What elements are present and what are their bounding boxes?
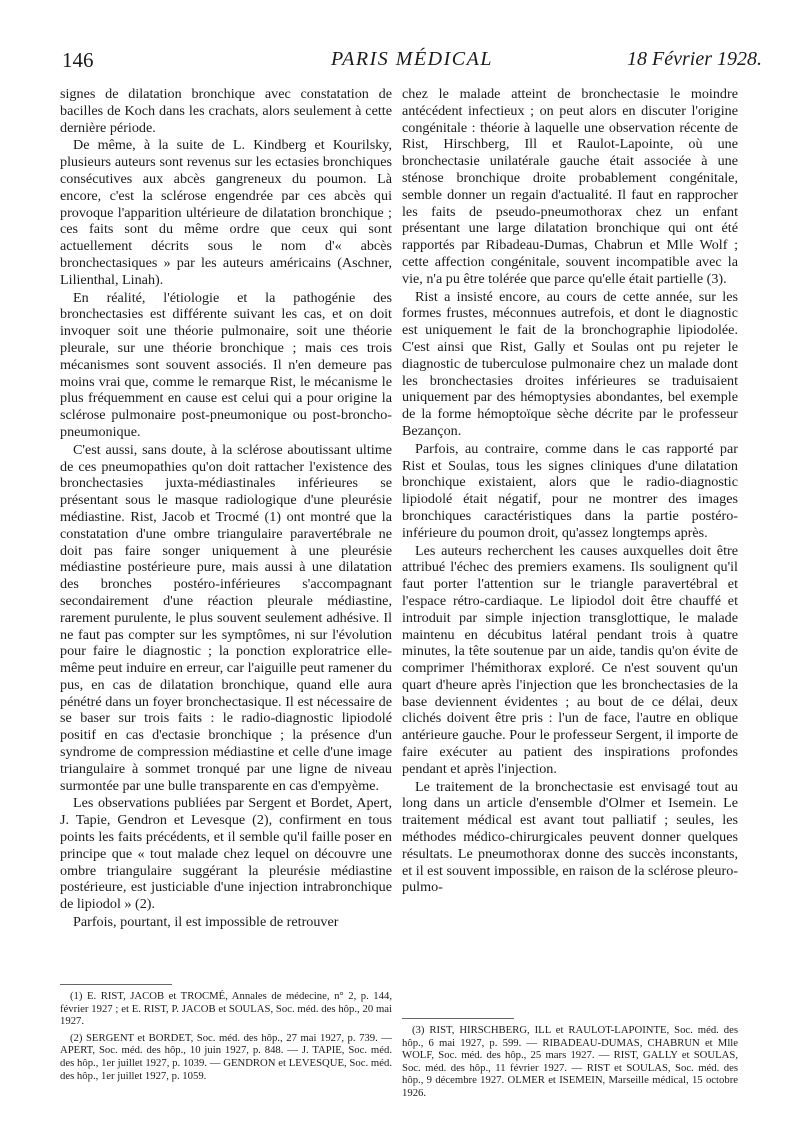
- page-header: [62, 48, 762, 78]
- footnote: (3) RIST, HIRSCHBERG, ILL et RAULOT-LAPOINTE, Soc. méd. des hôp., 6 mai 1927, p. 599. — RIBADEAU-DUMAS, CHABRUN et Mlle WOLF, Soc. méd. des hôp., 25 mars 1927. — RIST, GALLY et SOULAS, Soc. méd. des hôp., 11 février 1927. — RIST et SOULAS, Soc. méd. des hôp., 9 décembre 1927. OLMER et ISEMEIN, Marseille médical, 15 octobre 1926.: [402, 1024, 738, 1099]
- paragraph: Les observations publiées par Sergent et Bordet, Apert, J. Tapie, Gendron et Levesque (2), confirment en tous points les faits précédents, et il semble qu'il faille poser en principe que « tout malade chez lequel on découvre une ombre triangulaire suggérant la pleurésie médiastine postérieure, est justiciable d'une injection intrabronchique de lipiodol » (2).: [60, 795, 392, 913]
- right-column: [402, 86, 738, 896]
- footnote: (2) SERGENT et BORDET, Soc. méd. des hôp., 27 mai 1927, p. 739. — APERT, Soc. méd. des hôp., 10 juin 1927, p. 848. — J. TAPIE, Soc. méd. des hôp., 1er juillet 1927, p. 1039. — GENDRON et LEVESQUE, Soc. méd. des hôp., 1er juillet 1927, p. 1059.: [60, 1031, 392, 1082]
- paragraph: Rist a insisté encore, au cours de cette année, sur les formes frustes, méconnues autrefois, et dont le diagnostic est uniquement le fait de la bronchographie lipiodolée. C'est ainsi que Rist, Gally et Soulas ont pu rejeter le diagnostic de tuberculose pulmonaire chez un malade dont les bronchectasies droites inférieures se traduisaient uniquement par des hémoptysies abondantes, bel exemple de la forme hémoptoïque sèche décrite par le professeur Bezançon.: [402, 288, 738, 439]
- issue-date: 18 Février 1928.: [627, 48, 762, 70]
- paragraph: En réalité, l'étiologie et la pathogénie des bronchectasies est différente suivant les cas, et on doit invoquer soit une théorie pulmonaire, soit une théorie pleurale, sur une théorie bronchique ; mais ces trois mécanismes sont souvent associés. Il n'en demeure pas moins vrai que, comme le remarque Rist, le mécanisme le plus fréquemment en cause est celui qui a pour origine la sclérose pulmonaire post-pneumonique ou post-broncho-pneumonique.: [60, 289, 392, 440]
- paragraph: chez le malade atteint de bronchectasie le moindre antécédent infectieux ; on peut alors en discuter l'origine congénitale : théorie à laquelle une observation récente de Rist, Hirschberg, Ill et Raulot-Lapointe, où une bronchectasie unilatérale gauche était associée à une sténose bronchique droite probablement congénitale, semble donner un regain d'actualité. Il faut en rapprocher les faits de pseudo-pneumothorax chez un enfant présentant une large dilatation bronchique qui ont été rapportés par Ribadeau-Dumas, Chabrun et Mlle Wolf ; cette affection congénitale, souvent incompatible avec la vie, n'a pu être tolérée que parce qu'elle était partielle (3).: [402, 86, 738, 287]
- footnote-rule: [60, 984, 172, 985]
- paragraph: Les auteurs recherchent les causes auxquelles doit être attribué l'échec des premiers examens. Ils soulignent qu'il faut porter l'attention sur le triangle paravertébral et l'espace rétro-cardiaque. Le lipiodol doit être chauffé et introduit par simple injection transglottique, le malade maintenu en décubitus latéral pendant trois à quatre minutes, la tête soutenue par un aide, tandis qu'on évite de comprimer l'hémithorax exploré. Ce n'est souvent qu'un quart d'heure après l'injection que les bronchectasies de la base deviennent évidentes ; au bout de ce délai, deux clichés doivent être pris : l'un de face, l'autre en oblique antérieure gauche. Pour le professeur Sergent, il importe de faire exécuter au patient des inspirations profondes pendant et après l'injection.: [402, 542, 738, 777]
- paragraph: De même, à la suite de L. Kindberg et Kourilsky, plusieurs auteurs sont revenus sur les ectasies bronchiques consécutives aux abcès gangreneux du poumon. Là encore, c'est la sclérose engendrée par ces abcès qui provoque l'apparition ultérieure de dilatation bronchique ; ces faits sont du même ordre que ceux qui sont actuellement décrits sous le nom d'« abcès bronchectasiques » par les auteurs américains (Aschner, Lilienthal, Linah).: [60, 137, 392, 288]
- footnotes-right: [402, 1024, 738, 1104]
- footnote-rule: [402, 1018, 514, 1019]
- page-number: 146: [62, 48, 94, 72]
- journal-title: PARIS MÉDICAL: [331, 48, 493, 70]
- paragraph: Parfois, pourtant, il est impossible de retrouver: [73, 914, 339, 931]
- footnotes-left: [60, 990, 392, 1086]
- paragraph: Parfois, au contraire, comme dans le cas rapporté par Rist et Soulas, tous les signes cliniques d'une dilatation bronchique existaient, alors que le radio-diagnostic lipiodolé était négatif, pour ne montrer des images bronchiques caractéristiques dans la partie postéro-inférieure du poumon droit, qu'assez longtemps après.: [402, 440, 738, 541]
- footnote: (1) E. RIST, JACOB et TROCMÉ, Annales de médecine, n° 2, p. 144, février 1927 ; et E. RIST, P. JACOB et SOULAS, Soc. méd. des hôp., 20 mai 1927.: [60, 990, 392, 1028]
- paragraph: C'est aussi, sans doute, à la sclérose aboutissant ultime de ces pneumopathies qu'on doit rattacher l'existence des bronchectasies juxta-médiastinales inférieures se présentant sous le masque radiologique d'une pleurésie médiastine. Rist, Jacob et Trocmé (1) ont montré que la constatation d'une ombre triangulaire paravertébrale ne doit pas faire songer uniquement à une pleurésie médiastine postérieure pure, mais aussi à une dilatation des bronches postéro-inférieures s'accompagnant secondairement d'une réaction pleurale médiastine, rarement purulente, le plus souvent seulement adhésive. Il ne faut pas compter sur les symptômes, ni sur l'évolution pour faire le diagnostic ; la ponction exploratrice elle-même peut induire en erreur, car l'aiguille peut ramener du pus, en cas de dilatation bronchique, quand elle aura pénétré dans un foyer bronchectasique. Il est nécessaire de se baser sur trois faits : le radio-diagnostic lipiodolé positif en cas d'ectasie bronchique ; la présence d'un syndrome de compression médiastine et celle d'une image triangulaire à sommet tronqué par une ligne de niveau surmontée par une bulle transparente en cas d'empyème.: [60, 441, 392, 794]
- left-column: [60, 86, 392, 931]
- paragraph: Le traitement de la bronchectasie est envisagé tout au long dans un article d'ensemble d'Olmer et Isemein. Le traitement médical est avant tout palliatif ; seules, les méthodes médico-chirurgicales peuvent donner quelques résultats. Le pneumothorax donne des succès inconstants, et il est souvent impossible, en raison de la sclérose pleuro-pulmo-: [402, 778, 738, 896]
- paragraph: signes de dilatation bronchique avec constatation de bacilles de Koch dans les crachats, alors seulement à cette dernière période.: [60, 86, 392, 136]
